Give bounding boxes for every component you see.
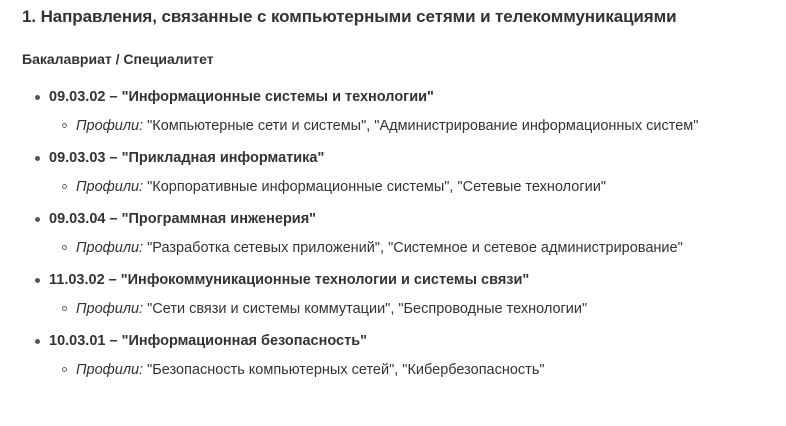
bullet-circle-icon	[62, 367, 67, 372]
program-item	[22, 149, 786, 197]
profiles-label: Профили:	[76, 240, 144, 256]
profiles-text: "Разработка сетевых приложений", "Системное и сетевое администрирование"	[147, 240, 683, 256]
bullet-circle-icon	[62, 245, 67, 250]
profile-list	[49, 361, 786, 380]
profiles-text: "Компьютерные сети и системы", "Администрирование информационных систем"	[147, 118, 699, 134]
bullet-disc-icon	[35, 95, 40, 100]
profiles-label: Профили:	[76, 362, 144, 378]
section-heading: 1. Направления, связанные с компьютерными сетями и телекоммуникациями	[22, 7, 677, 26]
program-item	[22, 210, 786, 258]
profiles-text: "Корпоративные информационные системы", "Сетевые технологии"	[147, 179, 606, 195]
program-item	[22, 88, 786, 136]
bullet-circle-icon	[62, 184, 67, 189]
profile-item	[49, 117, 786, 136]
profile-item	[49, 300, 786, 319]
bullet-circle-icon	[62, 123, 67, 128]
program-title: 09.03.02 – "Информационные системы и технологии"	[49, 89, 434, 105]
bullet-disc-icon	[35, 156, 40, 161]
profile-item	[49, 361, 786, 380]
program-title: 09.03.04 – "Программная инженерия"	[49, 211, 317, 227]
profiles-label: Профили:	[76, 301, 144, 317]
bullet-disc-icon	[35, 217, 40, 222]
profiles-label: Профили:	[76, 179, 144, 195]
profile-list	[49, 178, 786, 197]
profile-item	[49, 239, 786, 258]
profiles-text: "Сети связи и системы коммутации", "Беспроводные технологии"	[147, 301, 588, 317]
program-item	[22, 271, 786, 319]
program-item	[22, 332, 786, 380]
program-list	[22, 88, 786, 380]
profiles-label: Профили:	[76, 118, 144, 134]
profile-list	[49, 117, 786, 136]
profile-list	[49, 239, 786, 258]
bullet-disc-icon	[35, 339, 40, 344]
bullet-circle-icon	[62, 306, 67, 311]
program-title: 10.03.01 – "Информационная безопасность"	[49, 333, 367, 349]
program-title: 11.03.02 – "Инфокоммуникационные технологии и системы связи"	[49, 272, 530, 288]
degree-level-heading: Бакалавриат / Специалитет	[22, 51, 214, 67]
profile-list	[49, 300, 786, 319]
bullet-disc-icon	[35, 278, 40, 283]
profile-item	[49, 178, 786, 197]
program-title: 09.03.03 – "Прикладная информатика"	[49, 150, 325, 166]
profiles-text: "Безопасность компьютерных сетей", "Кибербезопасность"	[147, 362, 545, 378]
